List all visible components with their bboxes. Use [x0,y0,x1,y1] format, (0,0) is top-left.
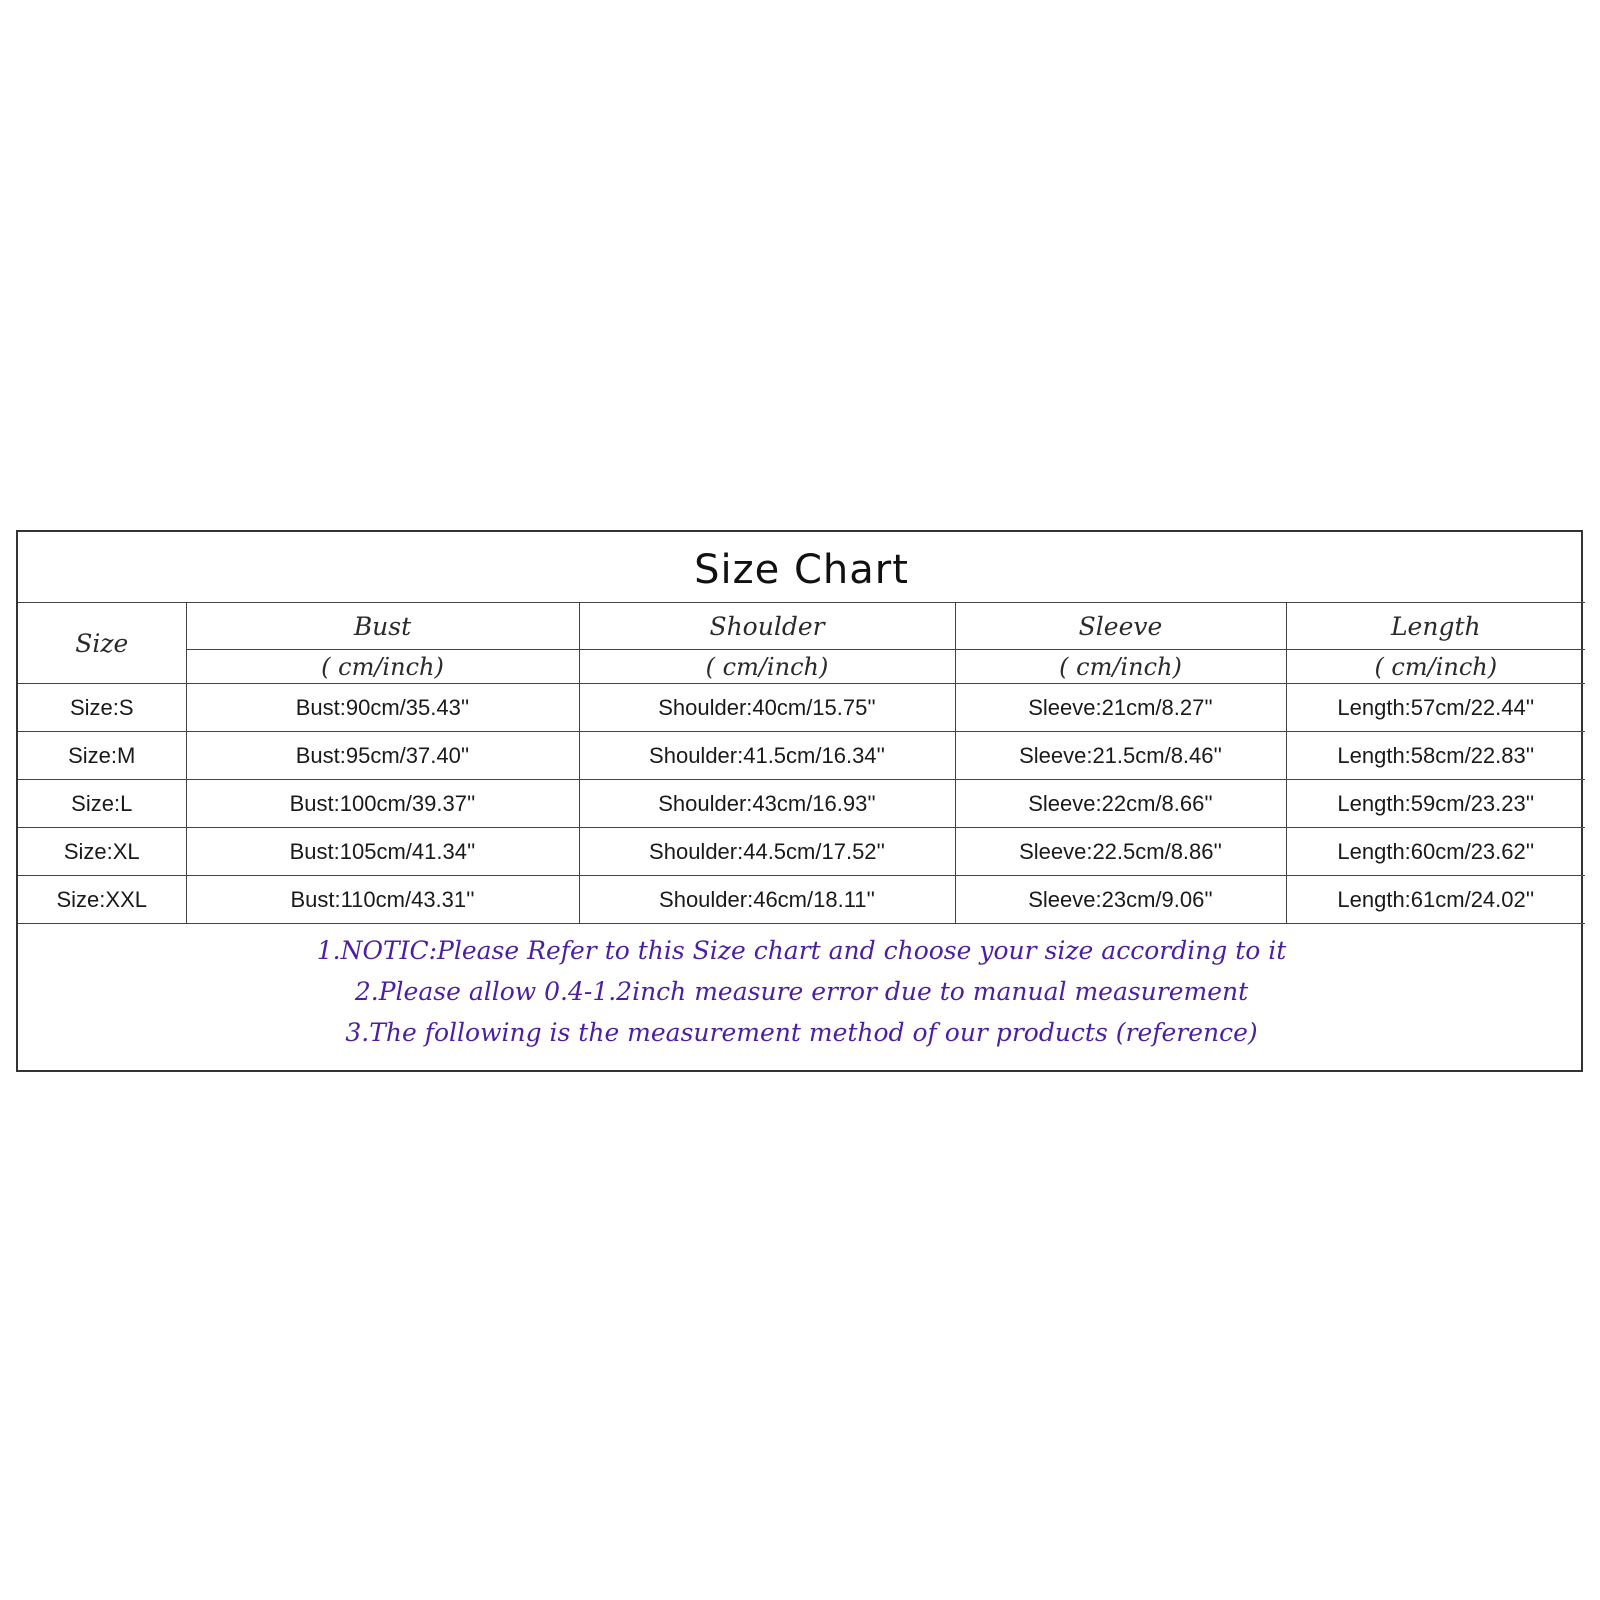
header-length: Length [1286,603,1585,650]
header-sleeve: Sleeve [955,603,1286,650]
cell-size: Size:L [18,780,186,828]
table-row [18,780,1585,828]
notes-section [18,924,1585,1068]
cell-sleeve: Sleeve:23cm/9.06'' [955,876,1286,924]
note-1: 1.NOTIC:Please Refer to this Size chart and choose your size according to it [316,936,1287,965]
header-bust: Bust [186,603,579,650]
header-shoulder: Shoulder [579,603,955,650]
size-chart [16,530,1583,1072]
table-row [18,732,1585,780]
cell-bust: Bust:90cm/35.43'' [186,684,579,732]
cell-shoulder: Shoulder:40cm/15.75'' [579,684,955,732]
cell-size: Size:XL [18,828,186,876]
cell-length: Length:58cm/22.83'' [1286,732,1585,780]
header-shoulder-unit: ( cm/inch) [579,650,955,684]
note-3: 3.The following is the measurement method of our products (reference) [345,1018,1258,1047]
cell-shoulder: Shoulder:46cm/18.11'' [579,876,955,924]
cell-sleeve: Sleeve:21cm/8.27'' [955,684,1286,732]
table-row [18,876,1585,924]
table-row [18,828,1585,876]
cell-bust: Bust:100cm/39.37'' [186,780,579,828]
note-2: 2.Please allow 0.4-1.2inch measure error due to manual measurement [354,977,1249,1006]
cell-length: Length:57cm/22.44'' [1286,684,1585,732]
cell-length: Length:59cm/23.23'' [1286,780,1585,828]
cell-bust: Bust:105cm/41.34'' [186,828,579,876]
table-row [18,684,1585,732]
header-size: Size [18,603,186,684]
cell-sleeve: Sleeve:22.5cm/8.86'' [955,828,1286,876]
chart-title: Size Chart [18,532,1585,603]
header-sleeve-unit: ( cm/inch) [955,650,1286,684]
cell-shoulder: Shoulder:41.5cm/16.34'' [579,732,955,780]
cell-shoulder: Shoulder:44.5cm/17.52'' [579,828,955,876]
cell-size: Size:XXL [18,876,186,924]
cell-sleeve: Sleeve:22cm/8.66'' [955,780,1286,828]
cell-bust: Bust:95cm/37.40'' [186,732,579,780]
cell-size: Size:M [18,732,186,780]
cell-length: Length:61cm/24.02'' [1286,876,1585,924]
cell-shoulder: Shoulder:43cm/16.93'' [579,780,955,828]
cell-bust: Bust:110cm/43.31'' [186,876,579,924]
size-table [18,532,1585,1067]
cell-sleeve: Sleeve:21.5cm/8.46'' [955,732,1286,780]
header-bust-unit: ( cm/inch) [186,650,579,684]
cell-size: Size:S [18,684,186,732]
cell-length: Length:60cm/23.62'' [1286,828,1585,876]
header-length-unit: ( cm/inch) [1286,650,1585,684]
